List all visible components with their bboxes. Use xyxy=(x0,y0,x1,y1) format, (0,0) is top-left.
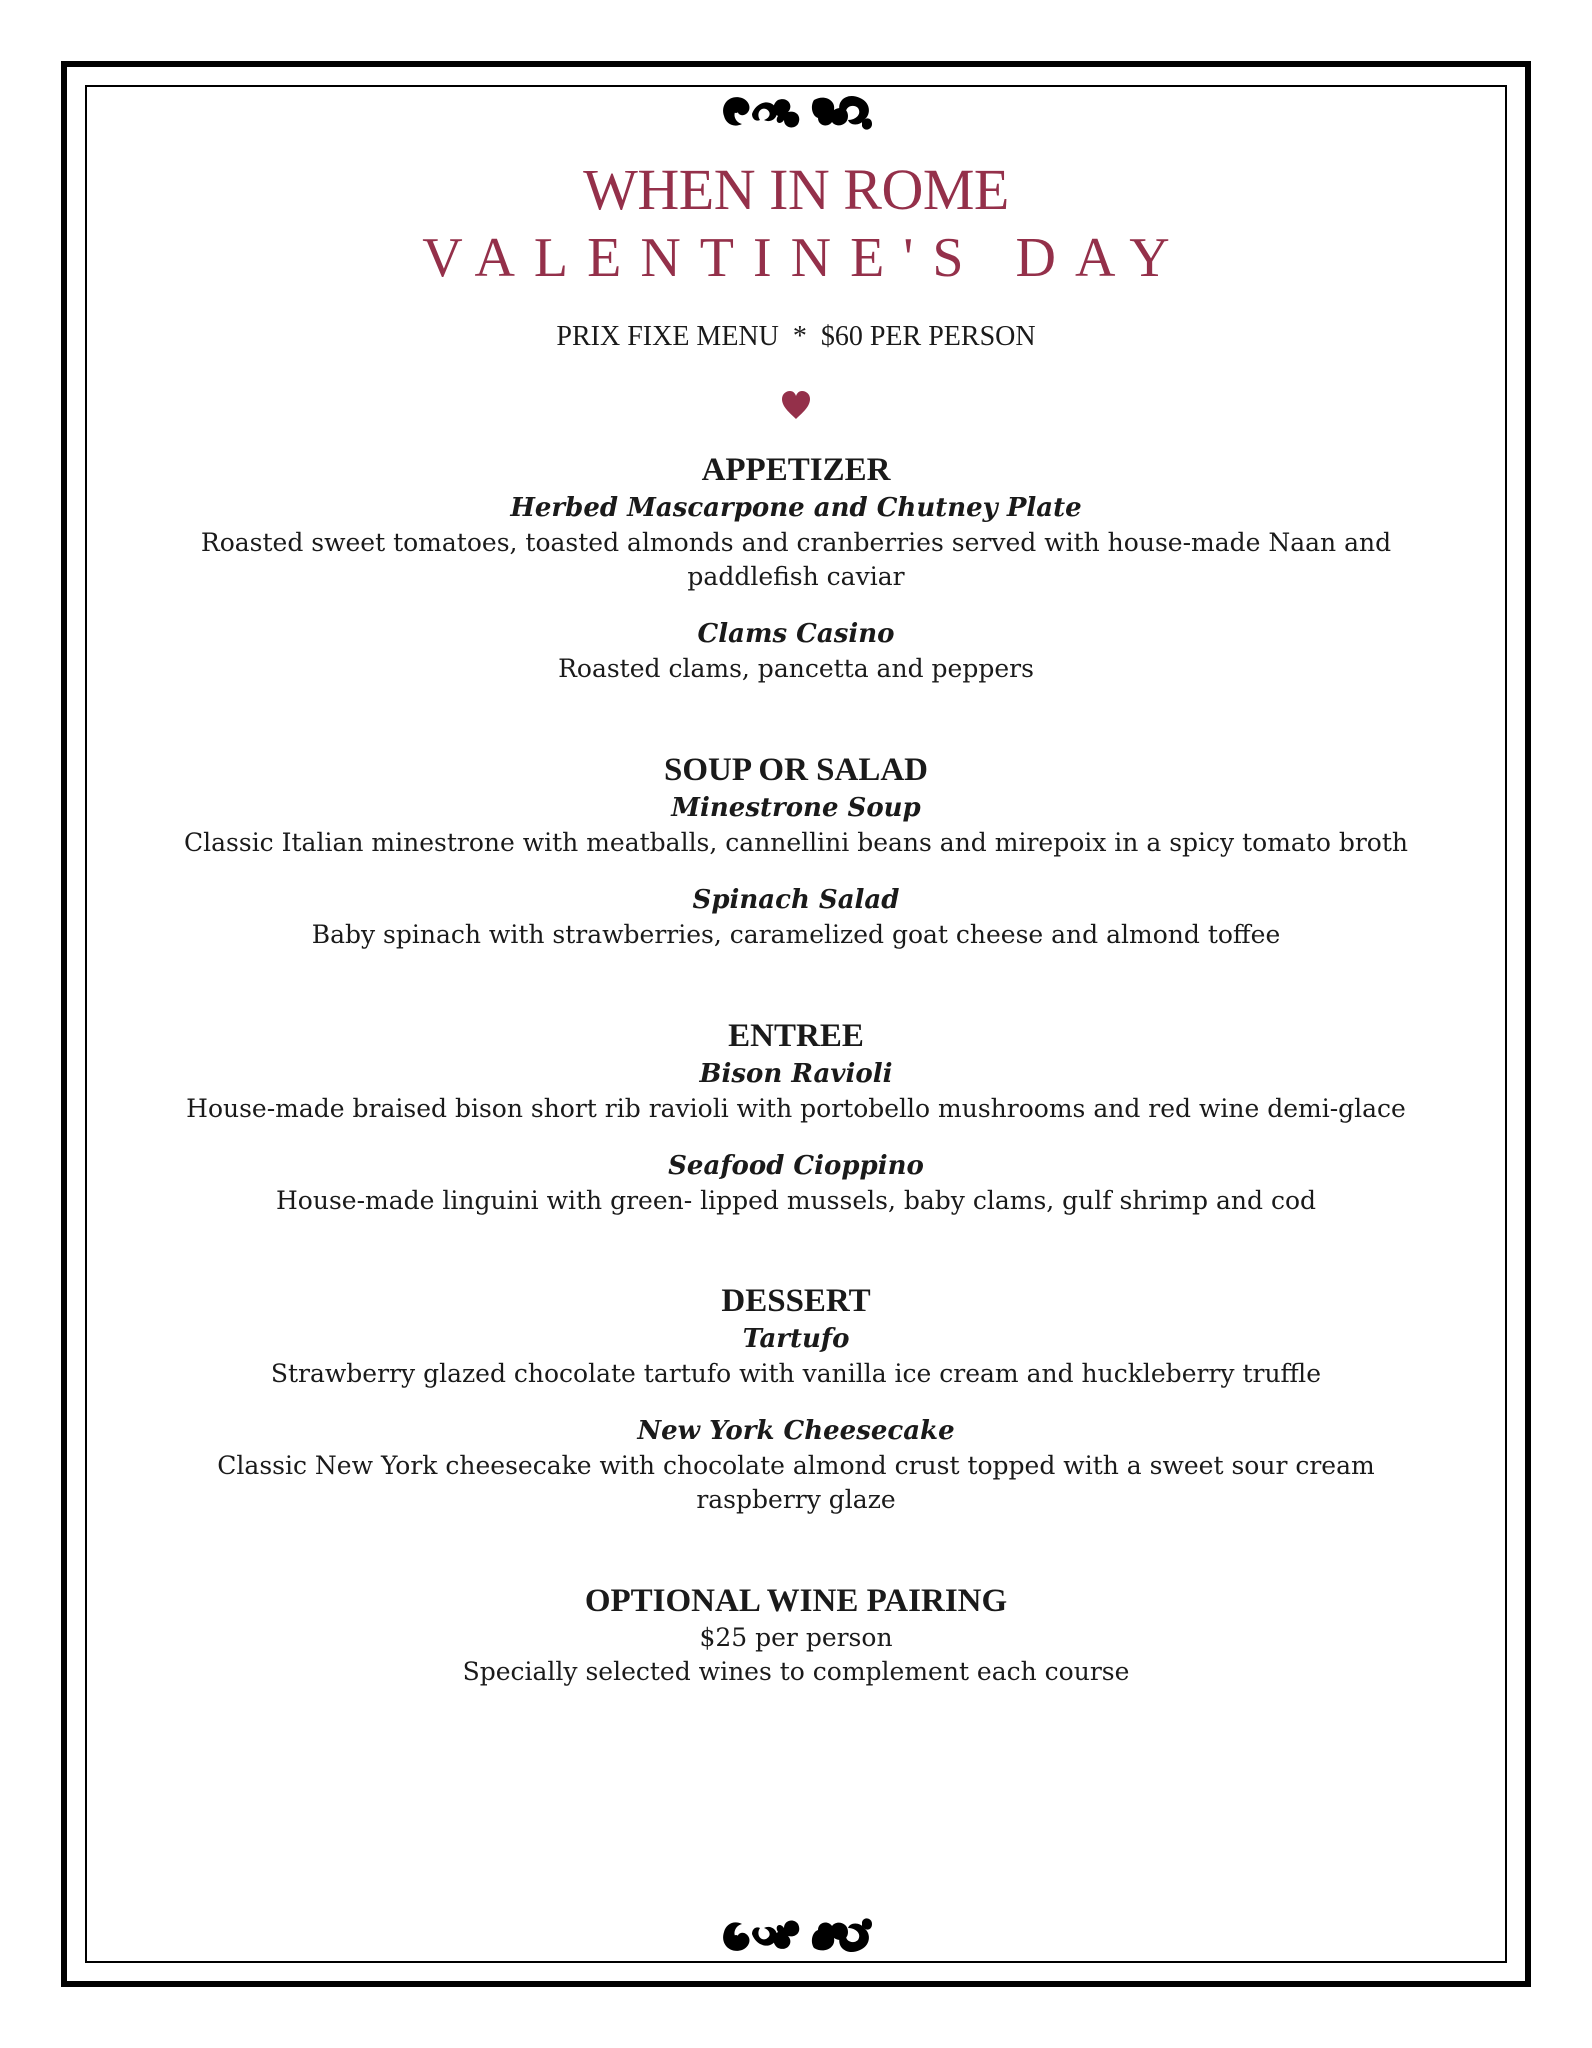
wine-price: $25 per person xyxy=(699,1623,893,1652)
restaurant-title: WHEN IN ROME xyxy=(583,157,1009,222)
item-description: Roasted sweet tomatoes, toasted almonds and cranberries served with house-made Naan and paddlefish caviar xyxy=(200,528,1392,591)
item-description: Roasted clams, pancetta and peppers xyxy=(558,654,1034,683)
occasion-title: VALENTINE'S DAY xyxy=(422,227,1189,289)
menu-item xyxy=(100,882,1492,952)
item-name: Tartufo xyxy=(742,1324,850,1354)
item-name: Clams Casino xyxy=(697,619,895,649)
section-title: OPTIONAL WINE PAIRING xyxy=(584,1583,1008,1619)
scroll-ornament-icon xyxy=(716,1914,876,1962)
section-title: SOUP OR SALAD xyxy=(663,752,929,788)
menu-item xyxy=(100,490,1492,594)
item-description: House-made linguini with green- lipped mussels, baby clams, gulf shrimp and cod xyxy=(275,1186,1317,1215)
item-description: House-made braised bison short rib ravioli with portobello mushrooms and red wine demi-glace xyxy=(186,1094,1406,1123)
item-name: Herbed Mascarpone and Chutney Plate xyxy=(510,493,1082,523)
menu-item xyxy=(100,616,1492,686)
section-soup-or-salad xyxy=(100,750,1492,974)
section-title: ENTREE xyxy=(728,1018,864,1054)
menu-content xyxy=(100,0,1492,2048)
section-title: DESSERT xyxy=(721,1283,871,1319)
item-description: Classic New York cheesecake with chocolate almond crust topped with a sweet sour cream raspberry glaze xyxy=(217,1451,1375,1514)
heart-icon xyxy=(780,390,812,420)
menu-item xyxy=(100,1413,1492,1517)
item-description: Classic Italian minestrone with meatballs, cannellini beans and mirepoix in a spicy tomato broth xyxy=(184,828,1408,857)
section-appetizer xyxy=(100,450,1492,708)
section-title: APPETIZER xyxy=(701,452,891,488)
item-name: New York Cheesecake xyxy=(637,1416,955,1446)
section-entree xyxy=(100,1016,1492,1240)
item-name: Spinach Salad xyxy=(692,885,900,915)
prix-fixe-subtitle: PRIX FIXE MENU * $60 PER PERSON xyxy=(556,321,1036,352)
section-wine-pairing xyxy=(100,1581,1492,1689)
section-dessert xyxy=(100,1281,1492,1539)
menu-item xyxy=(100,1056,1492,1126)
menu-item xyxy=(100,1148,1492,1218)
menu-item xyxy=(100,1321,1492,1391)
item-description: Baby spinach with strawberries, caramelized goat cheese and almond toffee xyxy=(311,920,1281,949)
item-name: Seafood Cioppino xyxy=(668,1151,924,1181)
item-name: Minestrone Soup xyxy=(671,793,921,823)
wine-description: Specially selected wines to complement each course xyxy=(462,1657,1130,1686)
item-description: Strawberry glazed chocolate tartufo with vanilla ice cream and huckleberry truffle xyxy=(270,1359,1322,1388)
item-name: Bison Ravioli xyxy=(699,1059,893,1089)
menu-item xyxy=(100,790,1492,860)
